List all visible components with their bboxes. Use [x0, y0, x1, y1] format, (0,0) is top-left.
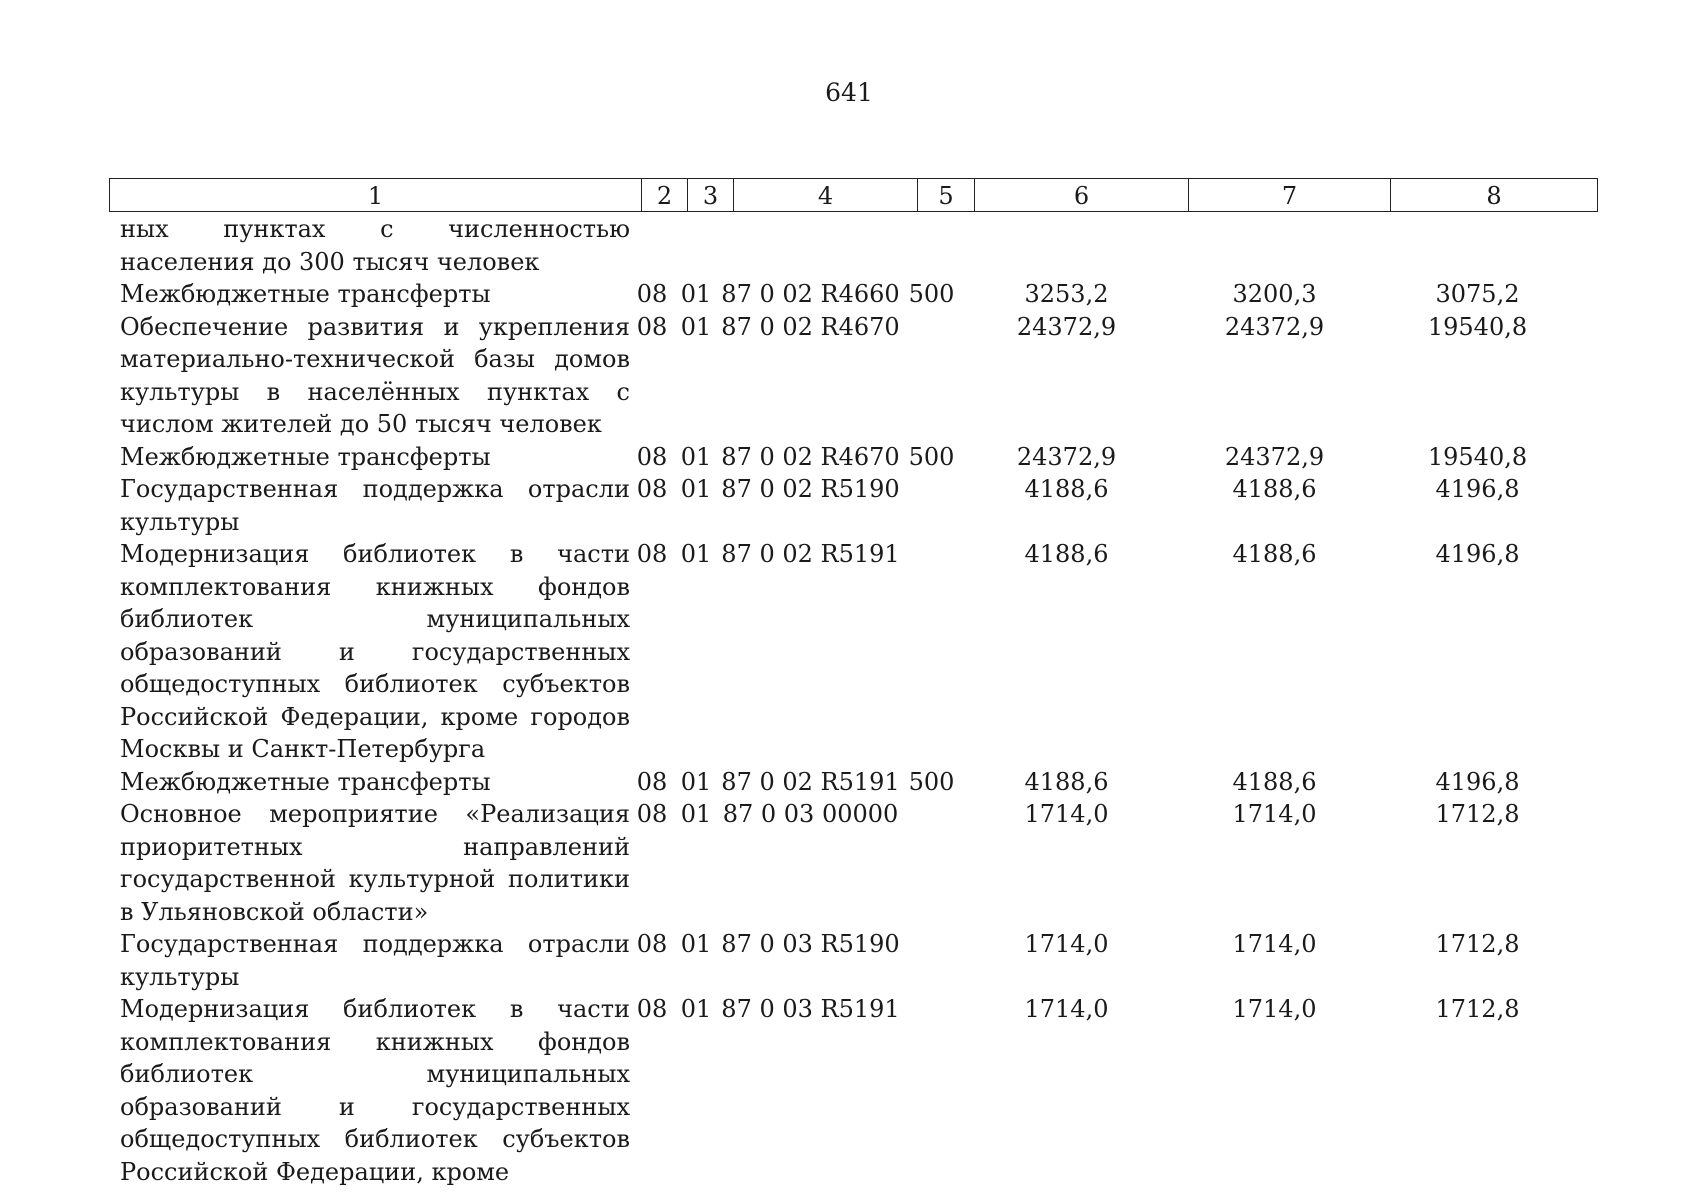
- row-amount-col-8: 4196,8: [1435, 540, 1520, 568]
- row-target-article: 87 0 02 R4670: [721, 442, 900, 471]
- row-amount-col-6: 1714,0: [1024, 930, 1109, 958]
- table-row: [120, 993, 1579, 1188]
- header-col-1: 1: [110, 179, 642, 211]
- row-amount-col-8: 4196,8: [1435, 767, 1520, 796]
- table-row: [120, 278, 1579, 311]
- row-description: Обеспечение развития и укрепления материально-технической базы домов культуры в населённых пунктах с числом жителей до 50 тысяч человек: [120, 312, 630, 438]
- table-header: [109, 178, 1598, 212]
- row-amount-col-6: 1714,0: [1024, 995, 1109, 1023]
- row-target-article: 87 0 02 R4670: [721, 312, 900, 341]
- row-amount-col-7: 24372,9: [1224, 442, 1325, 471]
- row-section-code: 08: [636, 930, 668, 958]
- row-amount-col-6: 4188,6: [1024, 540, 1109, 568]
- page-number: 641: [825, 78, 873, 107]
- row-subsection-code: 01: [680, 475, 712, 503]
- row-subsection-code: 01: [680, 930, 712, 958]
- table-row: [120, 766, 1579, 799]
- row-amount-col-8: 1712,8: [1435, 995, 1520, 1023]
- row-amount-col-8: 19540,8: [1427, 312, 1528, 341]
- row-section-code: 08: [636, 312, 668, 341]
- row-target-article: 87 0 02 R5191: [721, 540, 900, 568]
- row-expense-type: 500: [908, 442, 955, 471]
- row-section-code: 08: [636, 800, 668, 828]
- row-description: Государственная поддержка отрасли культуры: [120, 475, 630, 536]
- row-amount-col-8: 19540,8: [1427, 442, 1528, 471]
- row-amount-col-8: 1712,8: [1435, 800, 1520, 828]
- row-subsection-code: 01: [680, 800, 712, 828]
- header-col-7: 7: [1189, 179, 1391, 211]
- row-amount-col-6: 4188,6: [1024, 475, 1109, 503]
- row-amount-col-7: 24372,9: [1224, 312, 1325, 341]
- row-description: Межбюджетные трансферты: [120, 767, 491, 796]
- row-section-code: 08: [636, 767, 668, 796]
- table-row: [120, 798, 1579, 928]
- header-col-8: 8: [1486, 182, 1502, 210]
- row-amount-col-6: 24372,9: [1016, 312, 1117, 341]
- row-amount-col-7: 4188,6: [1232, 540, 1317, 568]
- table-body: [120, 213, 1579, 1188]
- row-amount-col-8: 4196,8: [1435, 475, 1520, 503]
- row-subsection-code: 01: [680, 995, 712, 1023]
- row-expense-type: 500: [908, 767, 955, 796]
- row-amount-col-7: 4188,6: [1232, 767, 1317, 796]
- table-row: [120, 213, 1579, 278]
- table-row: [120, 441, 1579, 474]
- row-description: Модернизация библиотек в части комплектования книжных фондов библиотек муниципальных образований и государственных общедоступных библиотек субъектов Российской Федерации, кроме: [120, 995, 630, 1186]
- row-target-article: 87 0 02 R5190: [721, 475, 900, 503]
- row-section-code: 08: [636, 995, 668, 1023]
- row-subsection-code: 01: [680, 540, 712, 568]
- row-description: Межбюджетные трансферты: [120, 442, 491, 471]
- row-target-article: 87 0 03 00000: [722, 800, 899, 828]
- row-amount-col-7: 1714,0: [1232, 995, 1317, 1023]
- row-subsection-code: 01: [680, 767, 712, 796]
- row-section-code: 08: [636, 280, 668, 308]
- row-subsection-code: 01: [680, 280, 712, 308]
- row-target-article: 87 0 02 R4660: [721, 280, 900, 308]
- table-row: [120, 538, 1579, 766]
- row-amount-col-6: 4188,6: [1024, 767, 1109, 796]
- row-amount-col-7: 4188,6: [1232, 475, 1317, 503]
- row-target-article: 87 0 03 R5191: [721, 995, 900, 1023]
- row-section-code: 08: [636, 442, 668, 471]
- row-expense-type: 500: [908, 280, 955, 308]
- row-target-article: 87 0 02 R5191: [721, 767, 900, 796]
- row-amount-col-6: 3253,2: [1024, 280, 1109, 308]
- row-amount-col-8: 3075,2: [1435, 280, 1520, 308]
- row-amount-col-7: 1714,0: [1232, 930, 1317, 958]
- table-row: [120, 473, 1579, 538]
- row-amount-col-7: 3200,3: [1232, 280, 1317, 308]
- row-description: Межбюджетные трансферты: [120, 280, 491, 308]
- row-subsection-code: 01: [680, 312, 712, 341]
- row-amount-col-8: 1712,8: [1435, 930, 1520, 958]
- header-col-3: 3: [688, 179, 734, 211]
- table-row: [120, 928, 1579, 993]
- row-target-article: 87 0 03 R5190: [721, 930, 900, 958]
- row-amount-col-6: 24372,9: [1016, 442, 1117, 471]
- row-amount-col-7: 1714,0: [1232, 800, 1317, 828]
- row-amount-col-6: 1714,0: [1024, 800, 1109, 828]
- header-col-4: 4: [734, 179, 918, 211]
- header-col-6: 6: [975, 179, 1189, 211]
- row-description: Государственная поддержка отрасли культуры: [120, 930, 630, 991]
- row-section-code: 08: [636, 540, 668, 568]
- row-description: Модернизация библиотек в части комплектования книжных фондов библиотек муниципальных образований и государственных общедоступных библиотек субъектов Российской Федерации, кроме городов Москвы и Санкт-Петербурга: [120, 540, 630, 763]
- header-col-5: 5: [918, 179, 975, 211]
- row-description: ных пунктах с численностью населения до 300 тысяч человек: [120, 215, 630, 276]
- row-subsection-code: 01: [680, 442, 712, 471]
- row-section-code: 08: [636, 475, 668, 503]
- table-row: [120, 311, 1579, 441]
- row-description: Основное мероприятие «Реализация приоритетных направлений государственной культурной политики в Ульяновской области»: [120, 800, 630, 926]
- header-col-2: 2: [642, 179, 688, 211]
